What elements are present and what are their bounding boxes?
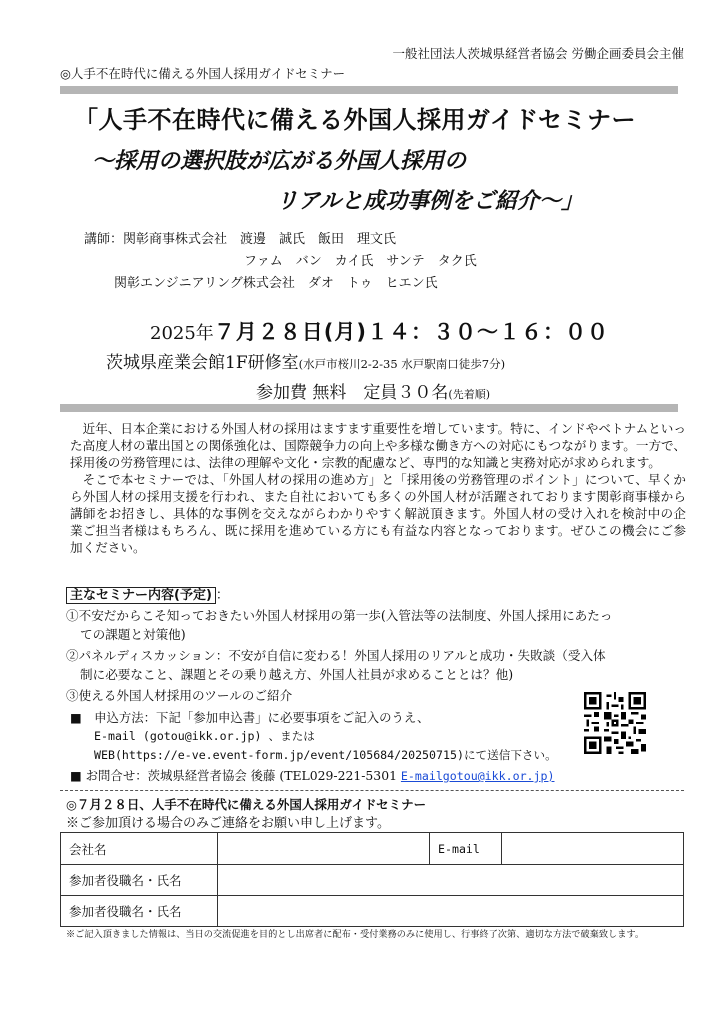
top-divider-bar bbox=[60, 86, 678, 94]
series-title: ◎人手不在時代に備える外国人採用ガイドセミナー bbox=[60, 66, 346, 81]
organizer-line: 一般社団法人茨城県経営者協会 労働企画委員会主催 bbox=[392, 46, 684, 61]
intro-paragraph-1: 近年、日本企業における外国人材の採用はますます重要性を増しています。特に、インドやベトナムといった高度人材の輩出国との関係強化は、国際競争力の向上や多様な働き方への対応にもつながります。一方で、採用後の労務管理には、法律の理解や文化・宗教的配慮など、専門的な知識と実務対応が求められます。 bbox=[70, 421, 686, 470]
apply-email: E-mail (gotou@ikk.or.jp) 、または bbox=[94, 729, 315, 743]
contact-email-link[interactable]: E-mailgotou@ikk.or.jp) bbox=[400, 769, 555, 783]
attendee-input-1[interactable] bbox=[218, 865, 684, 896]
form-note: ※ご参加頂ける場合のみご連絡をお願い申し上げます。 bbox=[66, 816, 390, 831]
event-datetime: ７月２８日(月)１４：３０～１６：００ bbox=[213, 320, 610, 344]
apply-web-url[interactable]: WEB(https://e-ve.event-form.jp/event/105684/20250715)にて送信下さい。 bbox=[94, 748, 557, 762]
form-divider bbox=[60, 790, 684, 791]
contents-item-3: ③使える外国人材採用のツールのご紹介 bbox=[66, 688, 293, 703]
event-year: 2025年 bbox=[150, 323, 214, 344]
lecturers-line3: 関彰エンジニアリング株式会社 ダオ トゥ ヒエン氏 bbox=[114, 276, 438, 291]
attendee-label-1: 参加者役職名・氏名 bbox=[61, 865, 218, 896]
company-label: 会社名 bbox=[61, 833, 218, 865]
intro-paragraph-2: そこで本セミナーでは、「外国人材の採用の進め方」と「採用後の労務管理のポイント」について、早くから外国人材の採用支援を行われ、また自社においても多くの外国人材が活躍されております関彰商事様から 講師をお招きし、具体的な事例を交えながらわかりやすく解説頂きます。外国人材の受け入れを検討中の企業ご担当者様はもちろん、既に採用を進めている方にも有益な内容となっております。ぜひこの機会にご参加ください。 bbox=[70, 472, 699, 555]
subtitle-line1: ～採用の選択肢が広がる外国人採用の bbox=[92, 149, 467, 174]
event-fee bbox=[256, 378, 490, 403]
privacy-note: ※ご記入頂きました情報は、当日の交流促進を目的とし出席者に配布・受付業務のみに使用し、行事終了次第、適切な方法で破棄致します。 bbox=[66, 929, 645, 940]
contents-heading: 主なセミナー内容(予定) ： bbox=[66, 584, 229, 603]
form-title: ◎７月２８日、人手不在時代に備える外国人採用ガイドセミナー bbox=[66, 797, 427, 812]
attendee-input-2[interactable] bbox=[218, 896, 684, 927]
event-venue bbox=[106, 348, 505, 373]
registration-form bbox=[60, 832, 684, 927]
email-input[interactable] bbox=[502, 833, 684, 865]
venue-address: (水戸市桜川2-2-35 水戸駅南口徒歩7分) bbox=[298, 357, 506, 371]
intro-text bbox=[70, 420, 699, 556]
contents-item-1: ①不安だからこそ知っておきたい外国人材採用の第一歩(入管法等の法制度、外国人採用にあたっ ての課題と対策他) bbox=[66, 608, 613, 642]
qr-code-icon[interactable] bbox=[584, 692, 646, 754]
subtitle-line2: リアルと成功事例をご紹介～」 bbox=[276, 189, 584, 214]
venue-name: 茨城県産業会館1F研修室 bbox=[106, 353, 299, 373]
middle-divider-bar bbox=[60, 404, 678, 412]
company-input[interactable] bbox=[218, 833, 430, 865]
attendee-label-2: 参加者役職名・氏名 bbox=[61, 896, 218, 927]
fee-capacity: 参加費 無料 定員３０名 bbox=[256, 383, 449, 403]
lecturers-line2: ファム バン カイ氏 サンテ タク氏 bbox=[244, 254, 477, 269]
lecturers-line1: 講師：関彰商事株式会社 渡邊 誠氏 飯田 理文氏 bbox=[84, 232, 397, 247]
email-label: E-mail bbox=[430, 833, 502, 865]
fee-note: (先着順) bbox=[448, 388, 490, 401]
event-date bbox=[150, 316, 609, 346]
contact-line: ■ お問合せ：茨城県経営者協会 後藤 (TEL029-221-5301 E-mailgotou@ikk.or.jp) bbox=[70, 768, 555, 783]
apply-method: ■ 申込方法：下記「参加申込書」に必要事項をご記入のうえ、 E-mail (gotou@ikk.or.jp) 、または WEB(https://e-ve.event-form.jp/event/105684/20250715)にて送信下さい。 bbox=[70, 708, 557, 765]
contents-item-2: ②パネルディスカッション：不安が自信に変わる！外国人採用のリアルと成功・失敗談（受入体 制に必要なこと、課題とその乗り越え方、外国人社員が求めることとは？他) bbox=[66, 648, 606, 682]
main-title: 「人手不在時代に備える外国人採用ガイドセミナー bbox=[74, 106, 637, 134]
